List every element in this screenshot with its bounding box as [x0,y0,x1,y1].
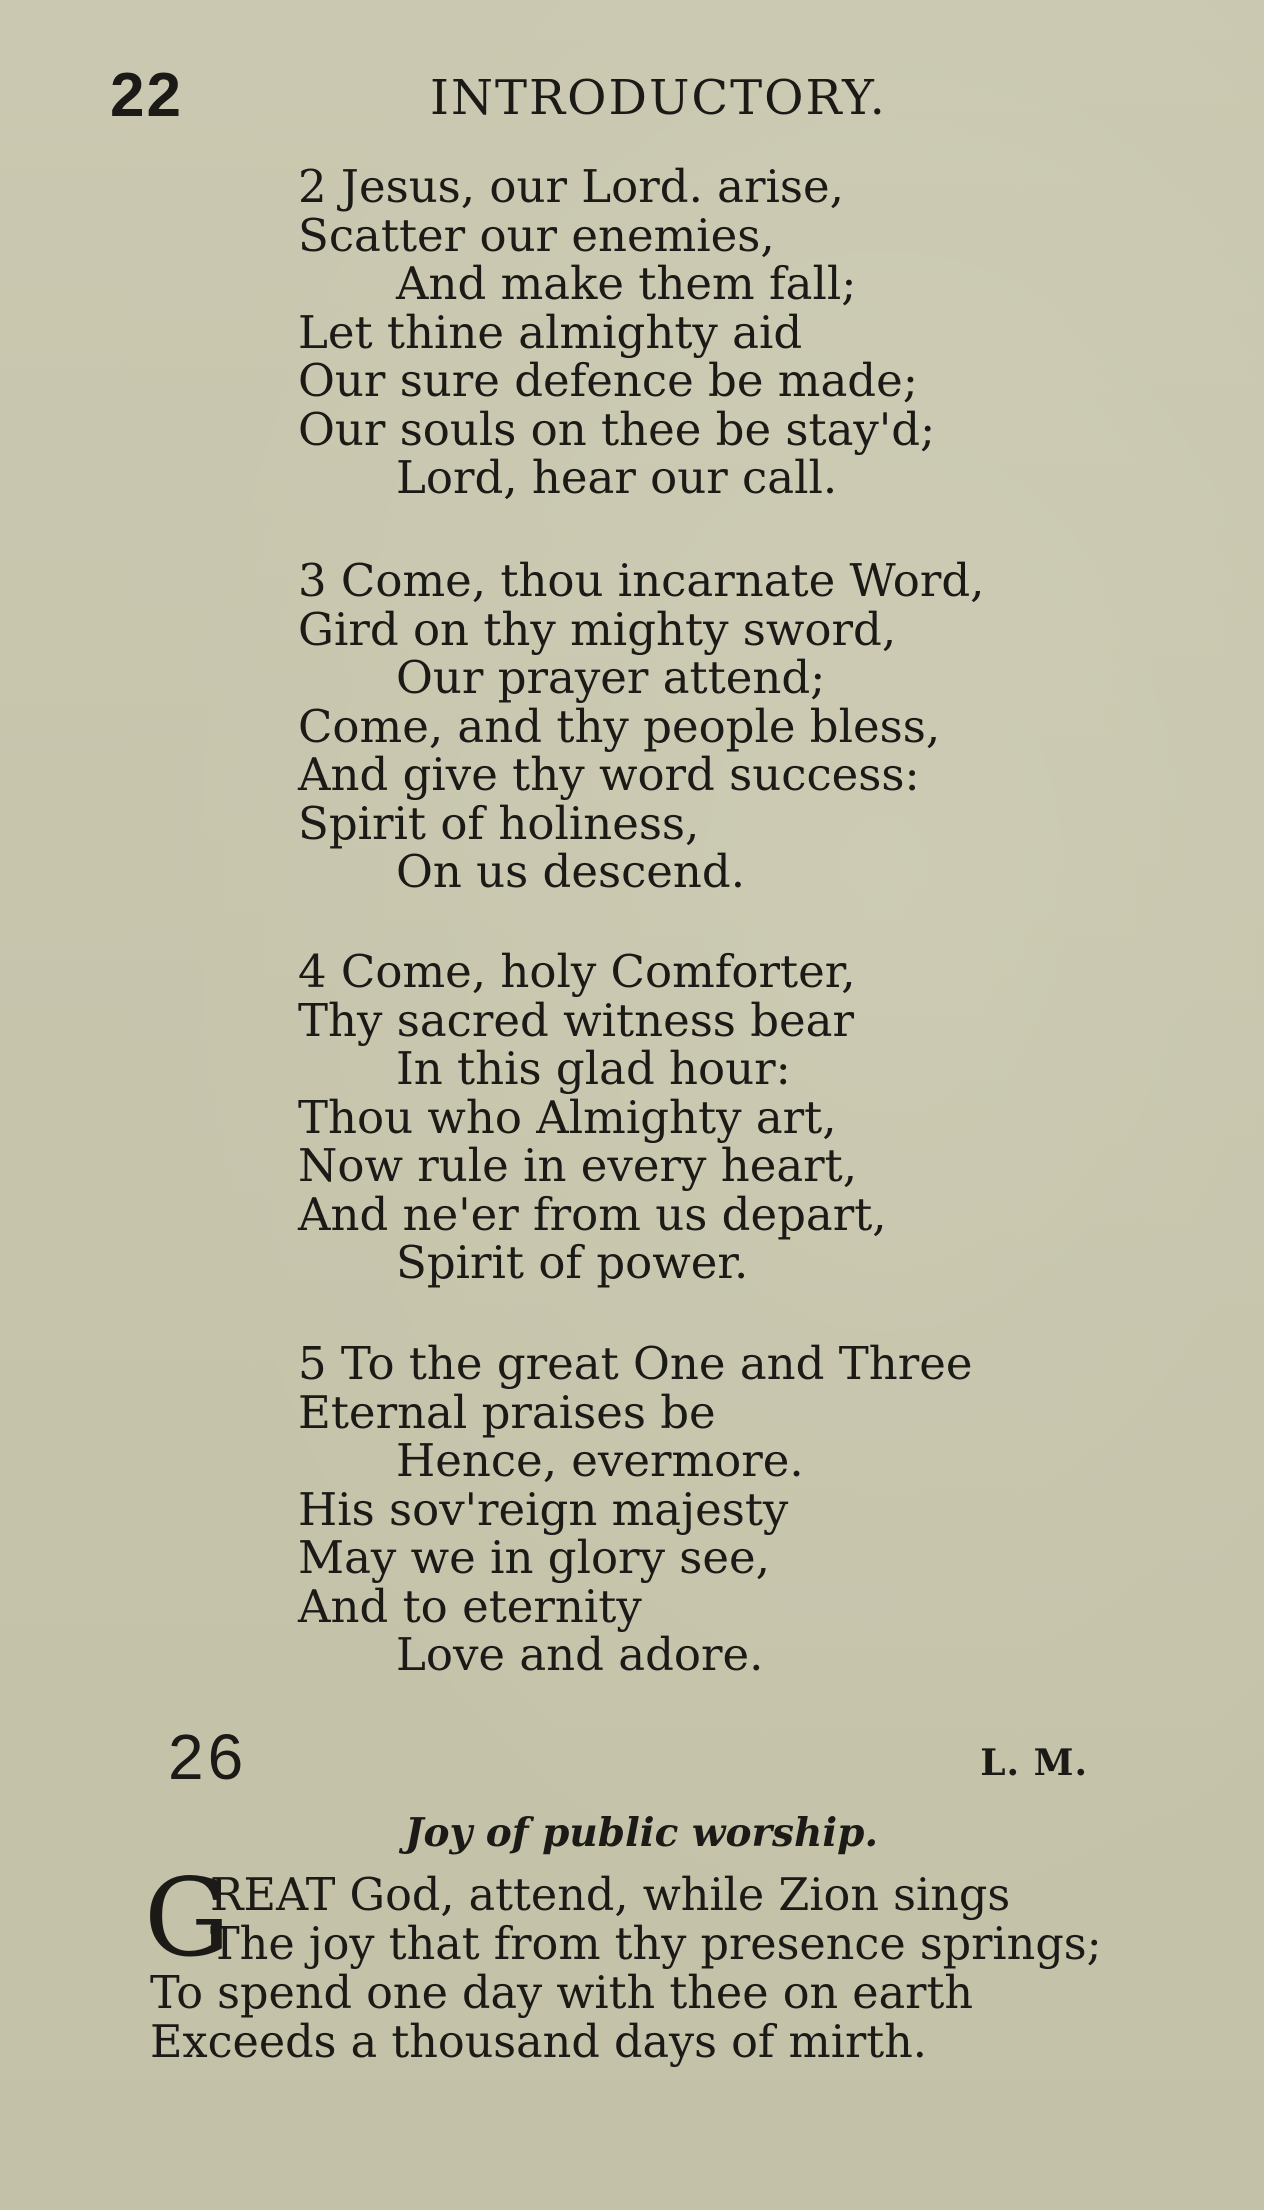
hymn-text [144,1856,1230,2068]
verse-line: REAT God, attend, while Zion sings [210,1870,1011,1921]
verse-line: Come, and thy people bless, [298,699,941,753]
verse-line: 4 Come, holy Comforter, [298,945,856,998]
verse-line: Lord, hear our call. [396,451,838,504]
verse-line: On us descend. [396,845,746,898]
verse-line: Hence, evermore. [396,1434,804,1487]
verse-line: Our souls on thee be stay'd; [298,402,936,456]
stanza-3 [298,554,985,898]
verse-line: 2 Jesus, our Lord. arise, [298,160,844,213]
verse-line: Eternal praises be [298,1385,716,1439]
verse-line: And make them fall; [396,257,857,310]
page-header [110,60,1150,140]
drop-cap: G [144,1856,231,1981]
verse-line: And to eternity [298,1579,642,1633]
running-head: INTRODUCTORY. [430,70,887,126]
verse-line: Spirit of power. [396,1236,749,1289]
page-number: 22 [110,61,183,130]
verse-line: The joy that from thy presence springs; [210,1919,1102,1970]
verse-line: And ne'er from us depart, [298,1187,887,1241]
verse-line: Scatter our enemies, [298,208,775,262]
stanza-2 [298,160,936,504]
stanza-5 [298,1337,973,1681]
verse-line: May we in glory see, [298,1531,770,1584]
hymn-title: Joy of public worship. [405,1810,879,1856]
verse-line: His sov'reign majesty [298,1482,789,1536]
hymn-heading [168,1720,1088,1800]
verse-line: In this glad hour: [396,1042,791,1095]
verse-line: Thy sacred witness bear [298,993,854,1047]
hymn-number: 26 [168,1721,248,1793]
stanza-4 [298,945,887,1289]
verse-line: Our sure defence be made; [298,354,918,407]
verse-line: Now rule in every heart, [298,1139,858,1192]
verse-line: Our prayer attend; [396,651,826,704]
verse-line: Let thine almighty aid [298,305,803,359]
verse-line: 5 To the great One and Three [298,1337,973,1390]
verse-line: Spirit of holiness, [298,796,700,850]
verse-line: Thou who Almighty art, [298,1090,837,1144]
verse-line: Gird on thy mighty sword, [298,602,897,656]
verse-line: And give thy word success: [298,748,920,801]
verse-line: Love and adore. [396,1628,764,1681]
verse-line: Exceeds a thousand days of mirth. [150,2017,927,2068]
hymn-meter: L. M. [980,1742,1088,1784]
verse-line: To spend one day with thee on earth [150,1968,973,2019]
verse-line: 3 Come, thou incarnate Word, [298,554,985,607]
